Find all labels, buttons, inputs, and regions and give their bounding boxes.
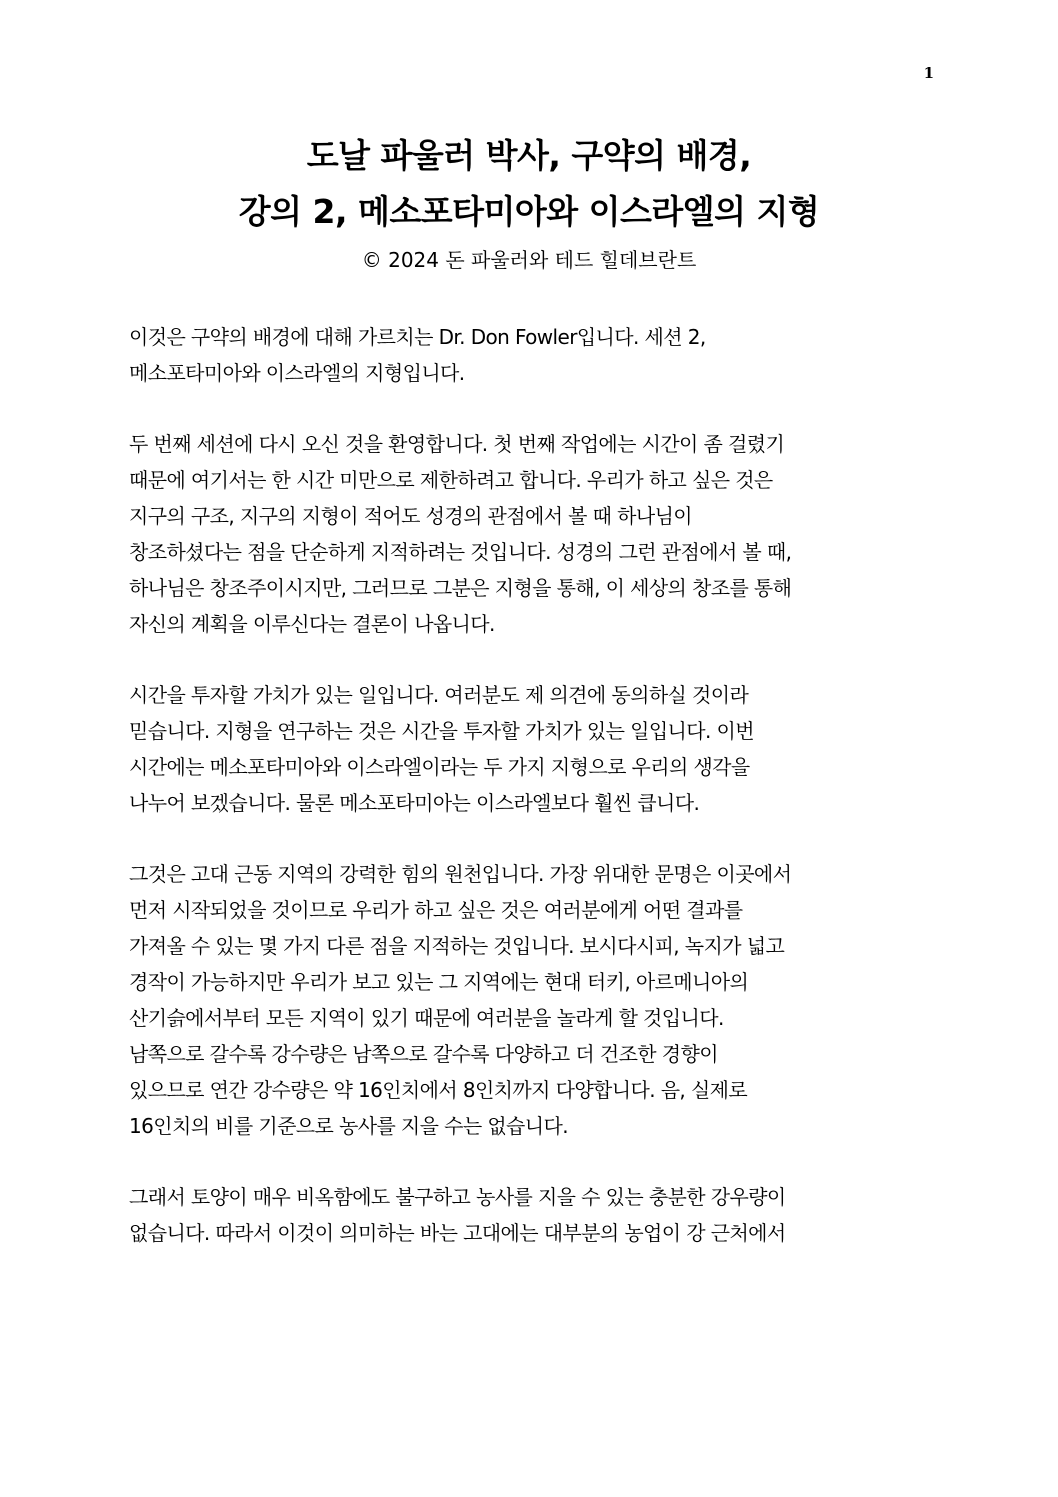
text-line: 가져올 수 있는 몇 가지 다른 점을 지적하는 것입니다. 보시다시피, 녹지가 넓고 bbox=[129, 934, 785, 958]
text-line: 없습니다. 따라서 이것이 의미하는 바는 고대에는 대부분의 농업이 강 근처에서 bbox=[129, 1221, 786, 1245]
text-line: 시간에는 메소포타미아와 이스라엘이라는 두 가지 지형으로 우리의 생각을 bbox=[129, 755, 750, 779]
text-line: 하나님은 창조주이시지만, 그러므로 그분은 지형을 통해, 이 세상의 창조를 통해 bbox=[129, 576, 792, 600]
text-line: 그것은 고대 근동 지역의 강력한 힘의 원천입니다. 가장 위대한 문명은 이곳에서 bbox=[129, 862, 792, 886]
paragraph-5 bbox=[129, 1179, 929, 1251]
text-line: 시간을 투자할 가치가 있는 일입니다. 여러분도 제 의견에 동의하실 것이라 bbox=[129, 683, 749, 707]
text-line: 메소포타미아와 이스라엘의 지형입니다. bbox=[129, 361, 465, 385]
copyright-notice: © 2024 돈 파울러와 테드 힐데브란트 bbox=[361, 248, 697, 272]
page-number: 1 bbox=[923, 64, 934, 82]
paragraph-4 bbox=[129, 856, 929, 1144]
text-line: 나누어 보겠습니다. 물론 메소포타미아는 이스라엘보다 훨씬 큽니다. bbox=[129, 791, 700, 815]
text-line: 그래서 토양이 매우 비옥함에도 불구하고 농사를 지을 수 있는 충분한 강우량이 bbox=[129, 1185, 786, 1209]
document-body bbox=[129, 319, 929, 1286]
paragraph-3 bbox=[129, 677, 929, 821]
document-title-line-2: 강의 2, 메소포타미아와 이스라엘의 지형 bbox=[238, 192, 820, 231]
text-line: 16인치의 비를 기준으로 농사를 지을 수는 없습니다. bbox=[129, 1114, 568, 1138]
text-line: 자신의 계획을 이루신다는 결론이 나옵니다. bbox=[129, 612, 495, 636]
document-title-line-1: 도날 파울러 박사, 구약의 배경, bbox=[306, 136, 752, 175]
text-line: 산기슭에서부터 모든 지역이 있기 때문에 여러분을 놀라게 할 것입니다. bbox=[129, 1006, 724, 1030]
paragraph-1 bbox=[129, 319, 929, 391]
text-line: 남쪽으로 갈수록 강수량은 남쪽으로 갈수록 다양하고 더 건조한 경향이 bbox=[129, 1042, 718, 1066]
title-block bbox=[0, 128, 1058, 278]
text-line: 경작이 가능하지만 우리가 보고 있는 그 지역에는 현대 터키, 아르메니아의 bbox=[129, 970, 749, 994]
text-line: 있으므로 연간 강수량은 약 16인치에서 8인치까지 다양합니다. 음, 실제로 bbox=[129, 1078, 748, 1102]
text-line: 지구의 구조, 지구의 지형이 적어도 성경의 관점에서 볼 때 하나님이 bbox=[129, 504, 693, 528]
text-line: 이것은 구약의 배경에 대해 가르치는 Dr. Don Fowler입니다. 세션 2, bbox=[129, 325, 706, 349]
text-line: 때문에 여기서는 한 시간 미만으로 제한하려고 합니다. 우리가 하고 싶은 것은 bbox=[129, 468, 773, 492]
text-line: 창조하셨다는 점을 단순하게 지적하려는 것입니다. 성경의 그런 관점에서 볼 때, bbox=[129, 540, 792, 564]
text-line: 믿습니다. 지형을 연구하는 것은 시간을 투자할 가치가 있는 일입니다. 이번 bbox=[129, 719, 754, 743]
paragraph-2 bbox=[129, 426, 929, 642]
text-line: 먼저 시작되었을 것이므로 우리가 하고 싶은 것은 여러분에게 어떤 결과를 bbox=[129, 898, 743, 922]
text-line: 두 번째 세션에 다시 오신 것을 환영합니다. 첫 번째 작업에는 시간이 좀 걸렸기 bbox=[129, 432, 785, 456]
